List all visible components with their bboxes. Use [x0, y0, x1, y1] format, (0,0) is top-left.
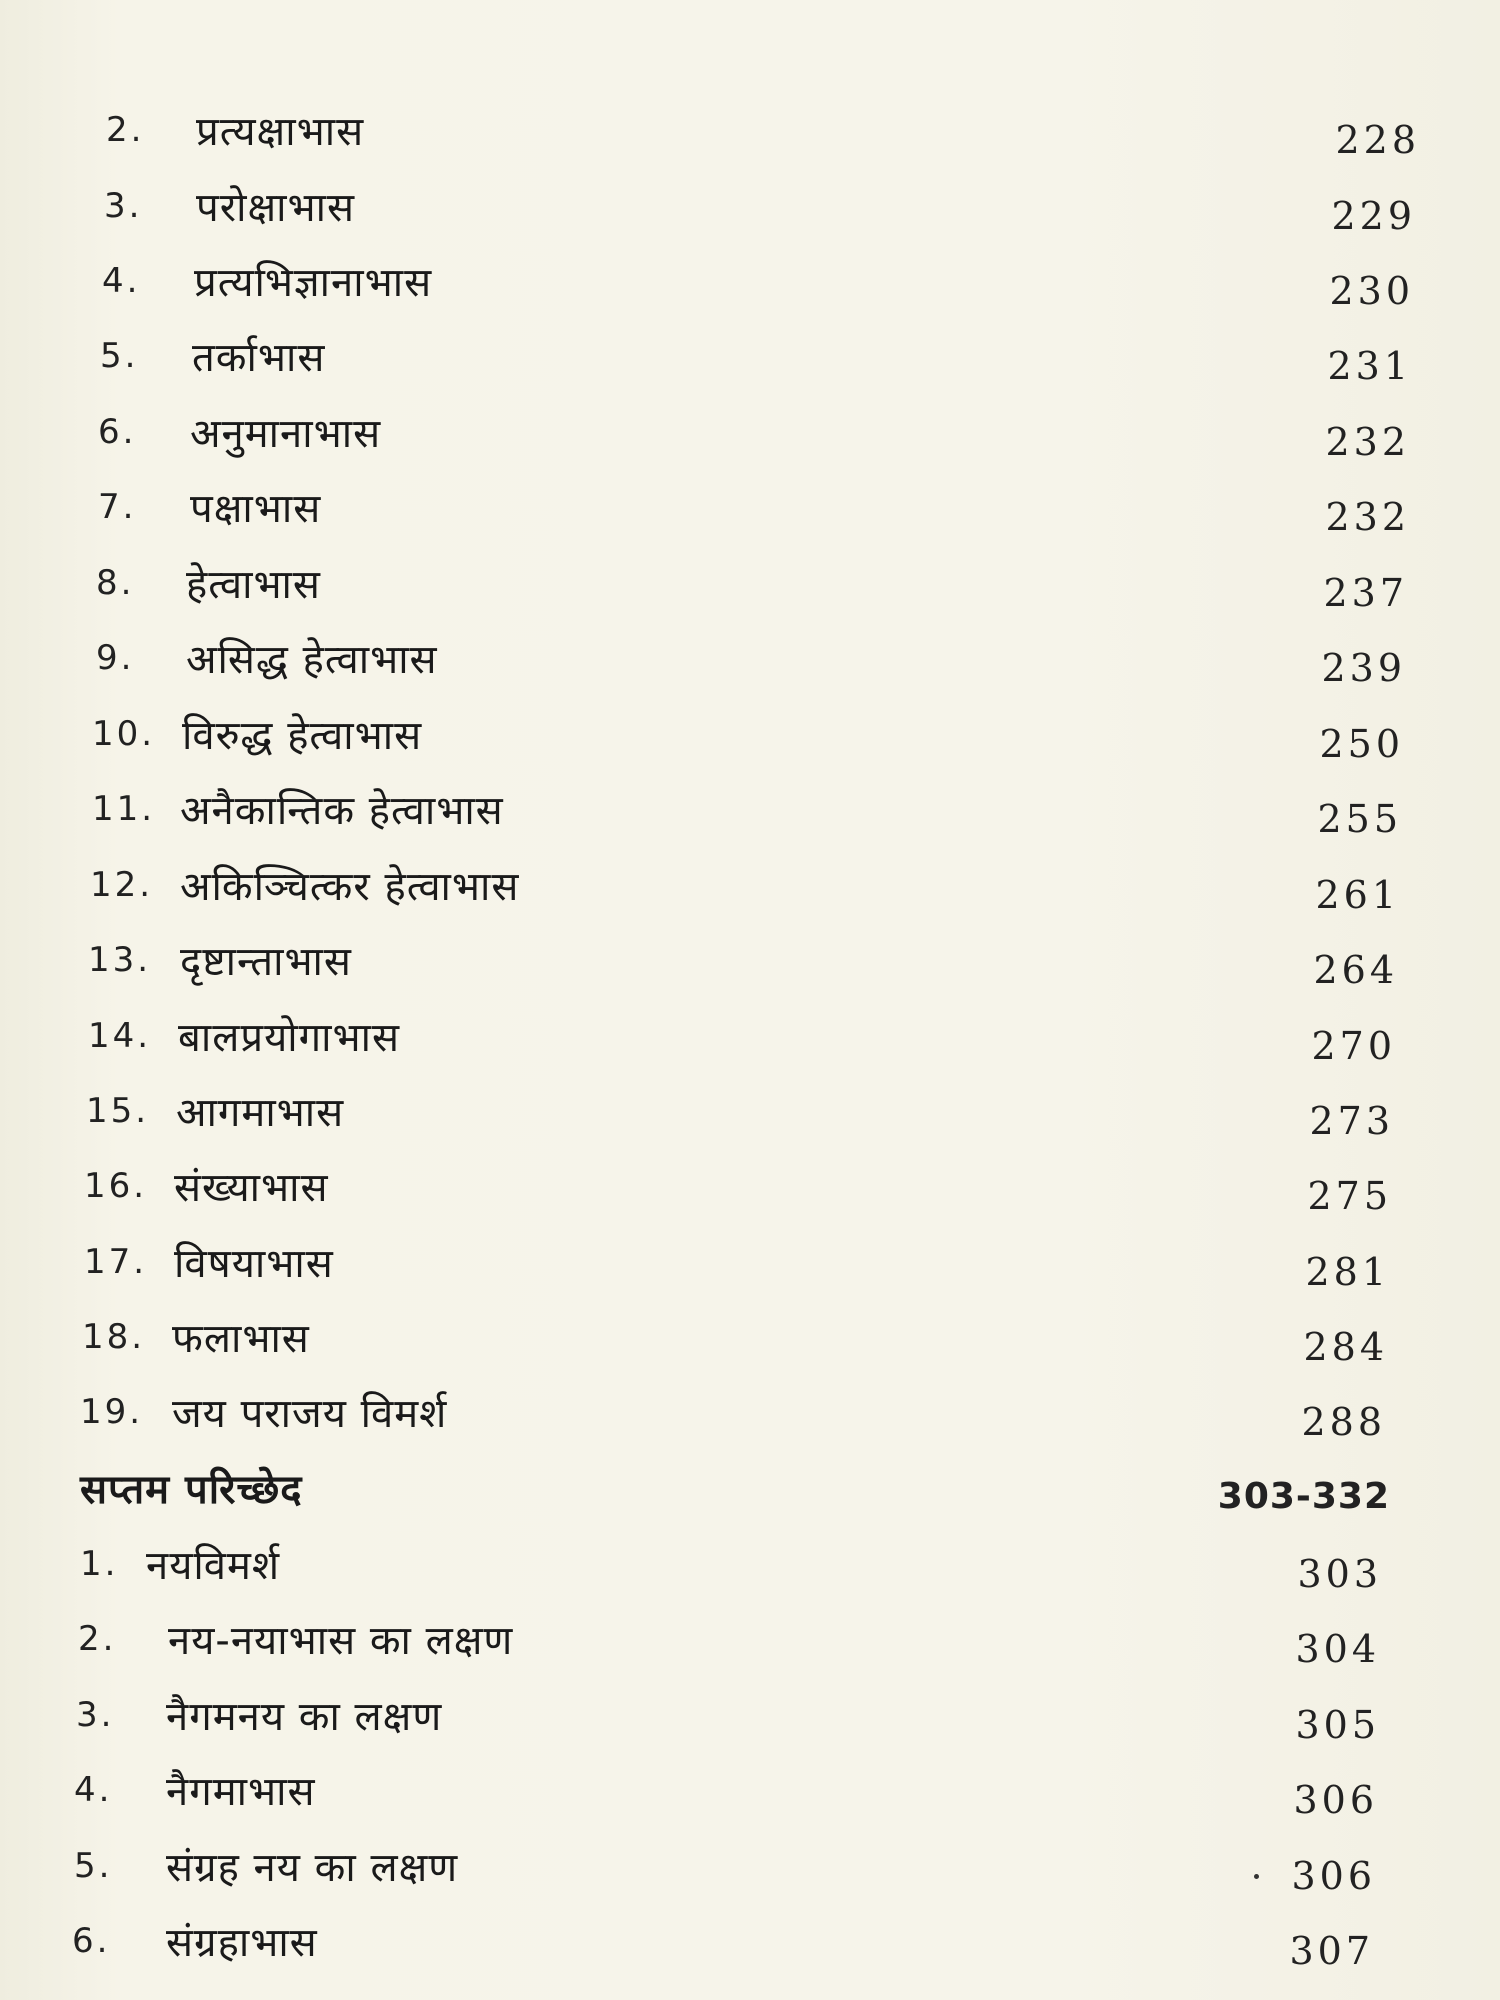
- toc-entry: [0, 1152, 1500, 1228]
- stray-dot: [1254, 1874, 1259, 1879]
- entry-page: 229: [1331, 194, 1416, 238]
- entry-page: 261: [1315, 873, 1400, 917]
- toc-entry: [0, 775, 1500, 851]
- entry-number: 8.: [96, 563, 135, 603]
- entry-title: फलाभास: [172, 1316, 310, 1362]
- entry-title: अनैकान्तिक हेत्वाभास: [180, 788, 504, 834]
- entry-title: हेत्वाभास: [186, 562, 321, 608]
- entry-page: 306: [1293, 1778, 1378, 1822]
- entry-number: 1.: [80, 1544, 119, 1584]
- entry-number: 13.: [88, 940, 152, 980]
- toc-entry: [0, 624, 1500, 700]
- toc-entry: [0, 1378, 1500, 1454]
- entry-page: 237: [1323, 571, 1408, 615]
- toc-entry: [0, 926, 1500, 1002]
- entry-title: अनुमानाभास: [190, 411, 382, 457]
- entry-page: 250: [1319, 722, 1404, 766]
- toc-entry: [0, 322, 1500, 398]
- entry-page: 230: [1329, 269, 1414, 313]
- entry-number: 12.: [90, 865, 154, 905]
- entry-title: परोक्षाभास: [196, 185, 355, 231]
- toc-entry: [0, 1605, 1500, 1681]
- entry-title: नयविमर्श: [146, 1543, 281, 1589]
- toc-entry: [0, 247, 1500, 323]
- entry-page: 305: [1295, 1703, 1380, 1747]
- entry-number: 19.: [80, 1392, 144, 1432]
- entry-title: नय-नयाभास का लक्षण: [168, 1618, 514, 1664]
- toc-entry: [0, 1002, 1500, 1078]
- entry-page: 231: [1327, 344, 1412, 388]
- entry-title: प्रत्यभिज्ञानाभास: [194, 260, 433, 306]
- entry-page: 284: [1303, 1325, 1388, 1369]
- entry-number: 2.: [106, 110, 145, 150]
- entry-page: 270: [1311, 1024, 1396, 1068]
- entry-page: 288: [1301, 1400, 1386, 1444]
- entry-title: बालप्रयोगाभास: [178, 1015, 401, 1061]
- entry-title: आगमाभास: [176, 1090, 345, 1136]
- entry-number: 5.: [100, 336, 139, 376]
- entry-number: 14.: [88, 1016, 152, 1056]
- entry-page: 228: [1335, 118, 1420, 162]
- toc-entry: [0, 1907, 1500, 1983]
- entry-title: तर्काभास: [192, 335, 326, 381]
- toc-entry: [0, 851, 1500, 927]
- entry-title: दृष्टान्ताभास: [180, 939, 352, 985]
- entry-page: 255: [1317, 797, 1402, 841]
- entry-number: 4.: [102, 261, 141, 301]
- entry-title: संग्रहाभास: [166, 1920, 318, 1966]
- entry-page: 281: [1305, 1250, 1390, 1294]
- toc-entry: [0, 172, 1500, 248]
- entry-title: नैगमाभास: [166, 1769, 316, 1815]
- entry-number: 18.: [82, 1317, 146, 1357]
- entry-number: 6.: [98, 412, 137, 452]
- entry-number: 5.: [74, 1846, 113, 1886]
- entry-number: 16.: [84, 1166, 148, 1206]
- entry-page: 304: [1295, 1627, 1380, 1671]
- entry-number: 11.: [92, 789, 156, 829]
- entry-title: जय पराजय विमर्श: [172, 1391, 448, 1437]
- section-page-range: 303-332: [1217, 1476, 1390, 1517]
- entry-title: अकिञ्चित्कर हेत्वाभास: [180, 864, 520, 910]
- entry-page: 275: [1307, 1174, 1392, 1218]
- entry-number: 10.: [92, 714, 156, 754]
- entry-title: संग्रह नय का लक्षण: [166, 1845, 459, 1891]
- section-heading: [0, 1454, 1500, 1530]
- entry-page: 264: [1313, 948, 1398, 992]
- entry-number: 2.: [78, 1619, 117, 1659]
- entry-title: विरुद्ध हेत्वाभास: [182, 713, 423, 759]
- toc-entry: [0, 398, 1500, 474]
- toc-entry: [0, 549, 1500, 625]
- toc-entry: [0, 1303, 1500, 1379]
- entry-number: 15.: [86, 1091, 150, 1131]
- toc-entry: [0, 473, 1500, 549]
- entry-number: 4.: [74, 1770, 113, 1810]
- toc-entry: [0, 1832, 1500, 1908]
- entry-number: 17.: [84, 1242, 148, 1282]
- entry-title: पक्षाभास: [190, 486, 322, 532]
- entry-page: 306: [1291, 1854, 1376, 1898]
- toc-entry: [0, 1530, 1500, 1606]
- toc-entry: [0, 1228, 1500, 1304]
- entry-title: विषयाभास: [174, 1241, 334, 1287]
- entry-number: 9.: [96, 638, 135, 678]
- entry-title: प्रत्यक्षाभास: [196, 109, 365, 155]
- entry-title: संख्याभास: [174, 1165, 329, 1211]
- entry-title: नैगमनय का लक्षण: [166, 1694, 443, 1740]
- toc-entry: [0, 1756, 1500, 1832]
- entry-page: 307: [1289, 1929, 1374, 1973]
- entry-page: 273: [1309, 1099, 1394, 1143]
- entry-number: 6.: [72, 1921, 111, 1961]
- entry-page: 303: [1297, 1552, 1382, 1596]
- entry-title: असिद्ध हेत्वाभास: [186, 637, 438, 683]
- entry-number: 7.: [98, 487, 137, 527]
- section-title: सप्तम परिच्छेद: [80, 1467, 303, 1513]
- entry-number: 3.: [104, 186, 143, 226]
- entry-page: 232: [1325, 495, 1410, 539]
- toc-entry: [0, 700, 1500, 776]
- toc-entry: [0, 1077, 1500, 1153]
- entry-page: 232: [1325, 420, 1410, 464]
- entry-page: 239: [1321, 646, 1406, 690]
- toc-entry: [0, 96, 1500, 172]
- toc-entry: [0, 1681, 1500, 1757]
- entry-number: 3.: [76, 1695, 115, 1735]
